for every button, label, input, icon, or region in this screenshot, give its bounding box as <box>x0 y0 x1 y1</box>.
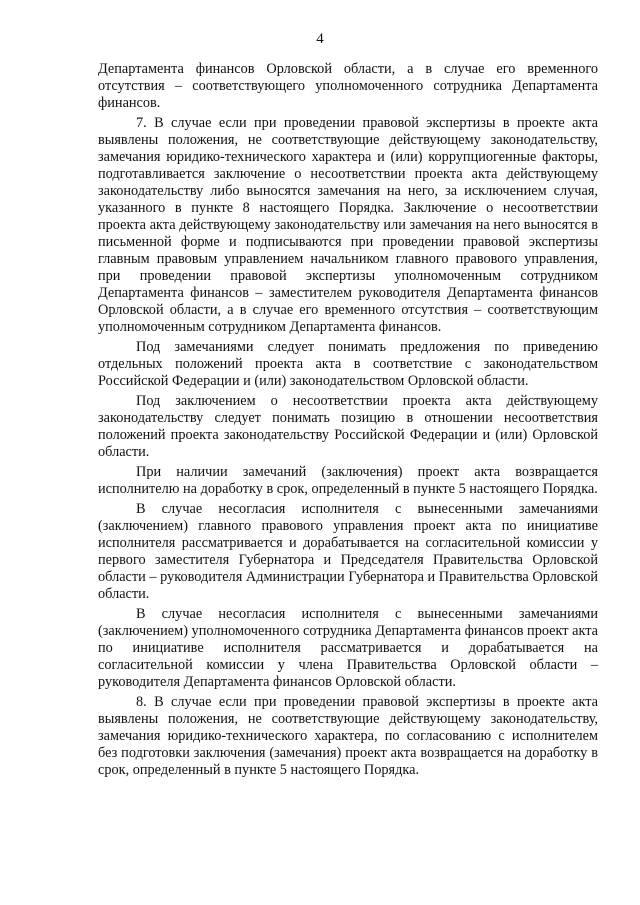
paragraph-disagreement-finance-department: В случае несогласия исполнителя с вынесенными замечаниями (заключением) уполномоченного сотрудника Департамента финансов проект акта по инициативе исполнителя рассматривается и дорабатывается на согласительной комиссии у члена Правительства Орловской области – руководителя Департамента финансов Орловской области. <box>98 606 598 690</box>
paragraph-item-7: 7. В случае если при проведении правовой экспертизы в проекте акта выявлены положения, не соответствующие действующему законодательству, замечания юридико-технического характера и (или) коррупциогенные факторы, подготавливается заключение о несоответствии проекта акта действующему законодательству либо выносятся замечания на него, за исключением случая, указанного в пункте 8 настоящего Порядка. Заключение о несоответствии проекта акта действующему законодательству или замечания на него выносятся в письменной форме и подписываются при проведении правовой экспертизы главным правовым управлением начальником главного правового управления, при проведении правовой экспертизы уполномоченным сотрудником Департамента финансов – заместителем руководителя Департамента финансов Орловской области, а в случае его временного отсутствия – соответствующим уполномоченным сотрудником Департамента финансов. <box>98 115 598 335</box>
paragraph-continuation: Департамента финансов Орловской области, а в случае его временного отсутствия – соответствующего уполномоченного сотрудника Департамента финансов. <box>98 61 598 111</box>
paragraph-return-for-revision: При наличии замечаний (заключения) проект акта возвращается исполнителю на доработку в срок, определенный в пункте 5 настоящего Порядка. <box>98 464 598 497</box>
paragraph-disagreement-legal-department: В случае несогласия исполнителя с вынесенными замечаниями (заключением) главного правового управления проект акта по инициативе исполнителя рассматривается и дорабатывается на согласительной комиссии у первого заместителя Губернатора и Председателя Правительства Орловской области – руководителя Администрации Губернатора и Правительства Орловской области. <box>98 501 598 602</box>
paragraph-remarks-definition: Под замечаниями следует понимать предложения по приведению отдельных положений проекта акта в соответствие с законодательством Российской Федерации и (или) законодательством Орловской области. <box>98 339 598 389</box>
paragraph-conclusion-definition: Под заключением о несоответствии проекта акта действующему законодательству следует понимать позицию в отношении несоответствия положений проекта законодательству Российской Федерации и (или) Орловской области. <box>98 393 598 460</box>
page-number: 4 <box>316 31 324 47</box>
document-body <box>98 61 598 782</box>
paragraph-item-8: 8. В случае если при проведении правовой экспертизы в проекте акта выявлены положения, не соответствующие действующему законодательству, замечания юридико-технического характера, по согласованию с исполнителем без подготовки заключения (замечания) проект акта возвращается на доработку в срок, определенный в пункте 5 настоящего Порядка. <box>98 694 598 778</box>
